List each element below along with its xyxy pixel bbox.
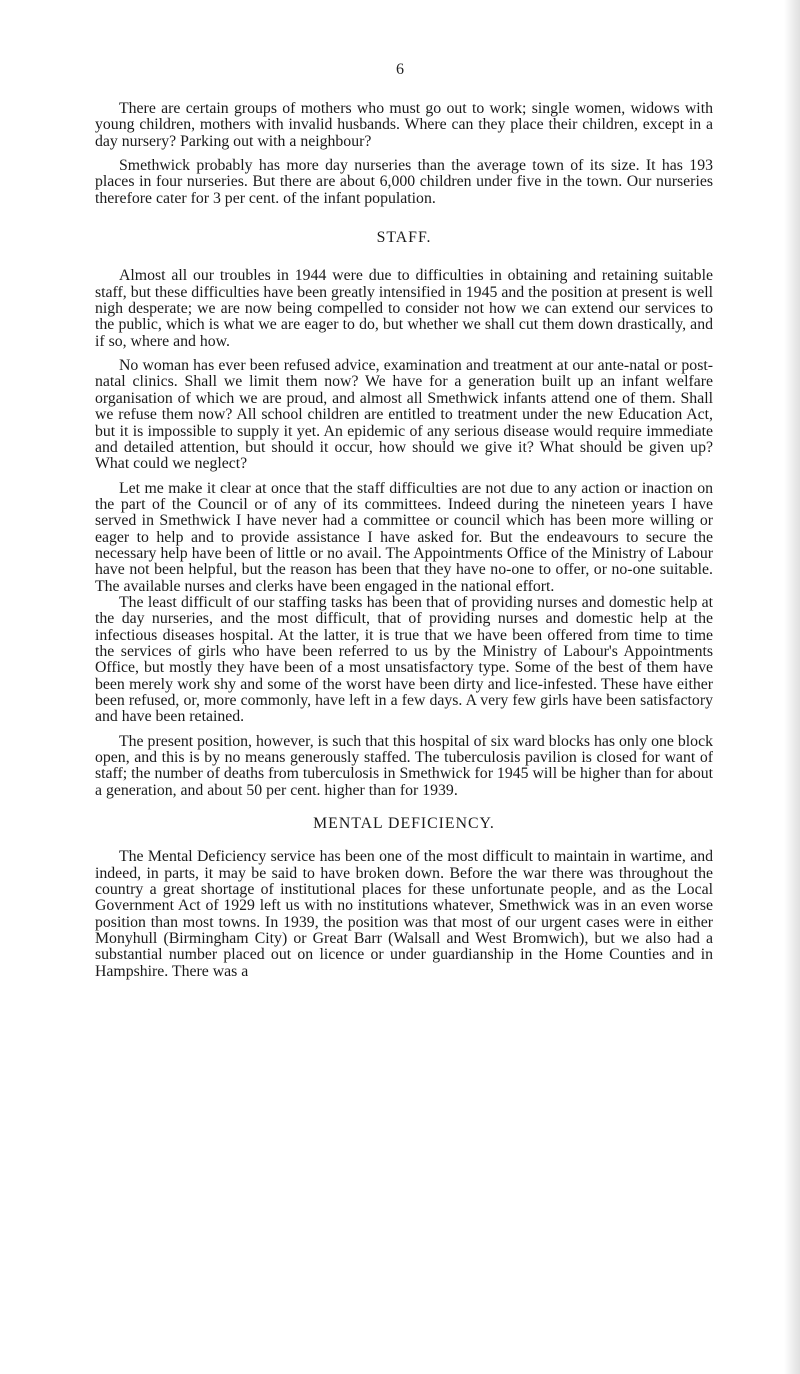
paragraph: The Mental Deficiency service has been one of the most difficult to maintain in wartime, and indeed, in parts, it may be said to have broken down. Before the war there was throughout the country a great shortage of institutional places for these unfortunate people, and as the Local Government Act of 1929 left us with no institutions whatever, Smethwick was in an even worse position than most towns. In 1939, the position was that most of our urgent cases were in either Monyhull (Birmingham City) or Great Barr (Walsall and West Bromwich), but we also had a substantial number placed out on licence or under guardianship in the Home Counties and in Hampshire. There was a xyxy=(95,848,713,980)
paragraph: The present position, however, is such that this hospital of six ward blocks has only one block open, and this is by no means generously staffed. The tuberculosis pavilion is closed for want of staff; the number of deaths from tuberculosis in Smethwick for 1945 will be higher than for about a generation, and about 50 per cent. higher than for 1939. xyxy=(95,732,713,799)
paragraph: The least difficult of our staffing tasks has been that of providing nurses and domestic help at the day nurseries, and the most difficult, that of providing nurses and domestic help at the infectious diseases hospital. At the latter, it is true that we have been offered from time to time the services of girls who have been referred to us by the Ministry of Labour's Appointments Office, but mostly they have been of a most unsatisfactory type. Some of the best of them have been merely work shy and some of the worst have been dirty and lice-infested. These have either been refused, or, more commonly, have left in a few days. A very few girls have been satisfactory and have been retained. xyxy=(95,593,713,726)
paragraph: There are certain groups of mothers who must go out to work; single women, widows with young children, mothers with invalid husbands. Where can they place their children, except in a day nursery? Parking out with a neighbour? xyxy=(95,100,713,150)
section-heading-mental-deficiency: MENTAL DEFICIENCY. xyxy=(313,815,495,833)
paragraph: No woman has ever been refused advice, examination and treatment at our ante-natal or post-natal clinics. Shall we limit them now? We have for a generation built up an infant welfare organisation of which we are proud, and almost all Smethwick infants attend one of them. Shall we refuse them now? All school children are entitled to treatment under the new Education Act, but it is impossible to supply it yet. An epidemic of any serious disease would require immediate and detailed attention, but should it occur, how should we give it? What should be given up? What could we neglect? xyxy=(95,357,713,473)
paragraph: Let me make it clear at once that the staff difficulties are not due to any action or inaction on the part of the Council or of any of its committees. Indeed during the nineteen years I have served in Smethwick I have never had a committee or council which has been more willing or eager to help and to provide assistance I have asked for. But the endeavours to secure the necessary help have been of little or no avail. The Appointments Office of the Ministry of Labour have not been helpful, but the reason has been that they have no-one to offer, or no-one suitable. The available nurses and clerks have been engaged in the national effort. xyxy=(95,479,713,595)
page-number: 6 xyxy=(396,61,404,78)
paragraph: Smethwick probably has more day nurseries than the average town of its size. It has 193 places in four nurseries. But there are about 6,000 children under five in the town. Our nurseries therefore cater for 3 per cent. of the infant population. xyxy=(95,157,713,207)
body-text xyxy=(95,101,713,980)
paragraph: Almost all our troubles in 1944 were due to difficulties in obtaining and retaining suitable staff, but these difficulties have been greatly intensified in 1945 and the position at present is well nigh desperate; we are now being compelled to consider not how we can extend our services to the public, which is what we are eager to do, but whether we shall cut them down drastically, and if so, where and how. xyxy=(95,267,713,350)
page-edge-shadow xyxy=(784,0,800,1374)
section-heading-staff: STAFF. xyxy=(376,229,432,247)
